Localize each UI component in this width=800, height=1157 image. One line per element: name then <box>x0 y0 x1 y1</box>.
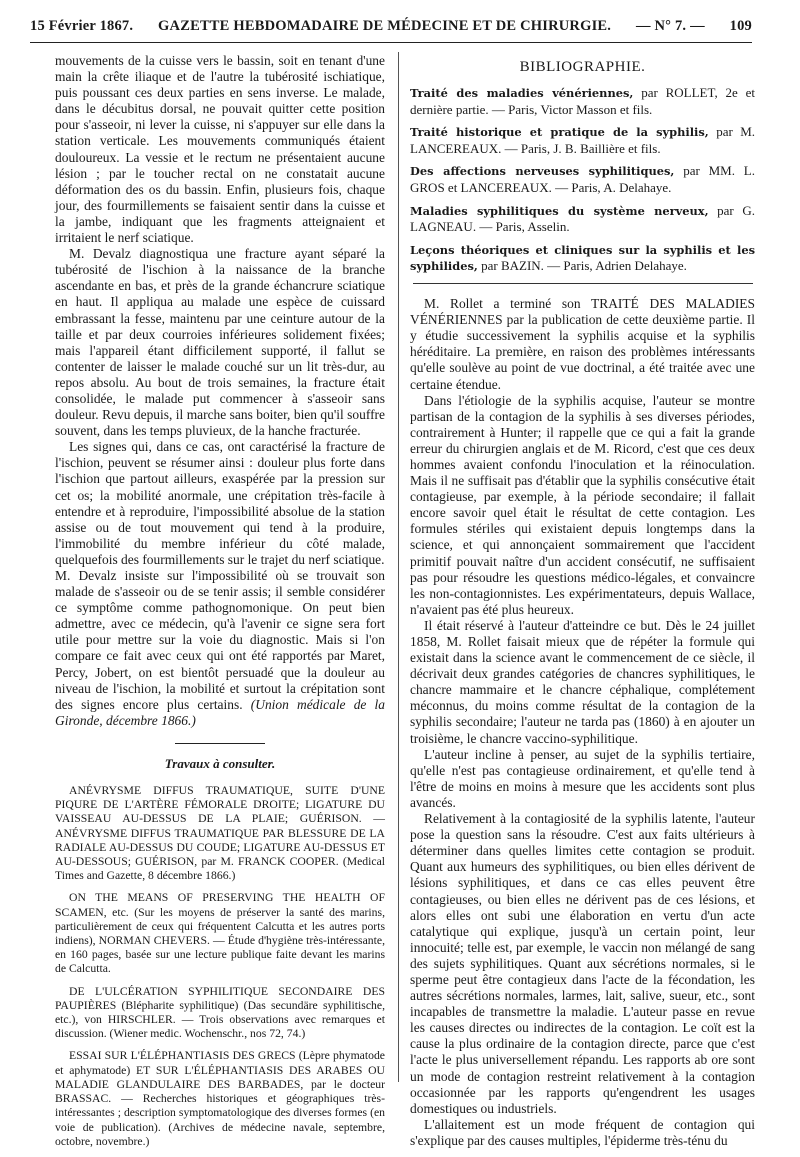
paragraph: mouvements de la cuisse vers le bassin, soit en tenant d'une main la crête iliaque et de l'autre la tubérosité ischiatique, puis poussant ces deux parties en sens inverse. Le malade, dans le décubitus dorsal, ne pouvait quitter cette position pour s'asseoir, ni lever la cuisse, ni s'appuyer sur elle dans la station verticale. Les mouvements communiqués étaient douloureux. La vessie et le rectum ne présentaient aucune lésion ; par le toucher rectal on ne constatait aucune déformation des os du bassin. Enfin, plusieurs fois, chaque jour, des fourmillements se faisaient sentir dans la cuisse et la jambe, indiquant que les fragments atteignaient et irritaient le nerf sciatique. <box>55 53 385 246</box>
header-rule <box>30 42 752 43</box>
bib-entry: Maladies syphilitiques du système nerveux, par G. LAGNEAU. — Paris, Asselin. <box>410 202 755 235</box>
paragraph: L'auteur incline à penser, au sujet de la syphilis tertiaire, qu'elle n'est pas contagieuse ordinairement, et qu'elle tend à l'être de moins en moins à mesure que les accidents sont plus avancés. <box>410 746 755 810</box>
paragraph: Les signes qui, dans ce cas, ont caractérisé la fracture de l'ischion, peuvent se résumer ainsi : douleur plus forte dans l'ischion que partout ailleurs, exaspérée par la pression sur cet os; la mobilité anormale, une crépitation très-facile à entendre et à reproduire, l'impossibilité absolue de la station assise ou de tout mouvement qui tend à la produire, l'immobilité du membre inférieur du côté malade, quelquefois des fourmillements sur le trajet du nerf sciatique. <box>55 439 385 567</box>
source-citation: (Union médicale de la Gironde, décembre 1866.) <box>55 696 386 728</box>
consult-item: ON THE MEANS OF PRESERVING THE HEALTH OF SCAMEN, etc. (Sur les moyens de préserver la santé des marins, particulièrement de ceux qui fréquentent Calcutta et les autres ports indiens), NORMAN CHEVERS. — Étude d'hygiène très-intéressante, en 160 pages, basée sur une lecture publique faite devant les marins de Calcutta. <box>55 891 385 976</box>
left-column <box>55 53 385 1157</box>
consult-item: ESSAI SUR L'ÉLÉPHANTIASIS DES GRECS (Lèpre phymatode et aphymatode) ET SUR L'ÉLÉPHANTIASIS DES ARABES OU MALADIE GLANDULAIRE DES BARBADES, par le docteur BRASSAC. — Recherches historiques et géographiques très-intéressantes ; description symptomatologique des diverses formes (en voie de publication). (Archives de médecine navale, septembre, octobre, novembre.) <box>55 1049 385 1148</box>
paragraph: Relativement à la contagiosité de la syphilis latente, l'auteur pose la question sans la résoudre. C'est aux faits ultérieurs à déterminer dans quelles limites cette contagion se produit. Quant aux humeurs des syphilitiques, ou bien elles dérivent de lésions syphilitiques, et dans ce cas elles peuvent être contagieuses, ou bien elles ne dérivent pas de ces lésions, et alors elles ont subi une élaboration en vertu d'un acte catalytique qui explique, jusqu'à un certain point, leur innocuité; telle est, par exemple, le vaccin non mélangé de sang des sujets syphilitiques. Quant aux sécrétions normales, si le sperme peut être contagieux dans l'acte de la fécondation, les autres sécrétions normales, larmes, lait, salive, sueur, etc., sont incapables de transmettre la maladie. L'auteur passe en revue les causes directes ou indirectes de la contagion. Le coït est la cause la plus ordinaire de la contagion directe, parce que c'est l'acte le plus universellement répandu. Les rapports ab ore sont un mode de contagion restreint relativement à la contagion occasionnée par les rapports qu'engendrent les usages domestiques ou industriels. <box>410 811 755 1116</box>
bib-entry: Traité des maladies vénériennes, par ROLLET, 2e et dernière partie. — Paris, Victor Masson et fils. <box>410 85 756 117</box>
bib-entry: Des affections nerveuses syphilitiques, par MM. L. GROS et LANCEREAUX. — Paris, A. Delahaye. <box>410 163 755 196</box>
paragraph: Dans l'étiologie de la syphilis acquise, l'auteur se montre partisan de la contagion de la syphilis à ses diverses périodes, contrairement à Hunter; il rappelle que ce qui a fait la grande erreur du chirurgien anglais et de M. Ricord, c'est que ces deux hommes avaient confondu l'inoculation et la réinoculation. Mais il ne suffisait pas d'établir que la syphilis consécutive était contagieuse, par exemple, à la période secondaire; il fallait encore savoir quel était le résultat de cette contagion. Les formules stériles qui existaient depuis longtemps dans la science, et qui annonçaient sommairement que l'accident primitif pouvait naître d'un accident consécutif, ne suffisaient pas pour résoudre les questions médico-légales, et convaincre les non-contagionnistes. Les expérimentateurs, depuis Wallace, n'avaient pas été plus heureux. <box>410 392 755 617</box>
issue-number: — N° 7. — <box>635 18 705 34</box>
paragraph: L'allaitement est un mode fréquent de contagion qui s'explique par des causes multiples, l'épiderme très-ténu du <box>410 1116 755 1148</box>
right-column <box>410 53 755 1149</box>
journal-title: GAZETTE HEBDOMADAIRE DE MÉDECINE ET DE CHIRURGIE. <box>158 18 612 34</box>
bib-entry: Traité historique et pratique de la syphilis, par M. LANCEREAUX. — Paris, J. B. Baillière et fils. <box>410 124 755 156</box>
issue-date: 15 Février 1867. <box>30 18 134 34</box>
consult-item: DE L'ULCÉRATION SYPHILITIQUE SECONDAIRE DES PAUPIÈRES (Blépharite syphilitique) (Das secundäre syphilitische, etc.), von HIRSCHLER. — Trois observations avec remarques et discussion. (Wiener medic. Wochenschr., nos 72, 74.) <box>55 984 385 1041</box>
bibliography-title: BIBLIOGRAPHIE. <box>519 59 646 75</box>
bibliography-rule <box>413 283 753 284</box>
paragraph: M. Rollet a terminé son TRAITÉ DES MALADIES VÉNÉRIENNES par la publication de cette deuxième partie. Il y étudie successivement la syphilis acquise et la syphilis héréditaire. La première, en raison des problèmes intéressants qu'elle soulève au point de vue doctrinal, a été traitée avec une certaine étendue. <box>410 296 755 392</box>
section-title: Travaux à consulter. <box>164 755 276 771</box>
consult-item: ANÉVRYSME DIFFUS TRAUMATIQUE, SUITE D'UNE PIQURE DE L'ARTÈRE FÉMORALE DROITE; LIGATURE DU VAISSEAU AU-DESSUS DE LA PLAIE; GUÉRISON. — ANÉVRYSME DIFFUS TRAUMATIQUE PAR BLESSURE DE LA RADIALE AU-DESSUS DU COUDE; LIGATURE AU-DESSUS ET AU-DESSOUS; GUÉRISON, par M. FRANCK COOPER. (Medical Times and Gazette, 8 décembre 1866.) <box>55 784 385 883</box>
paragraph: M. Devalz insiste sur l'impossibilité où se trouvait son malade de s'asseoir ou de se tenir assis; il semble considérer ce symptôme comme pathognomonique. On peut bien admettre, avec ce médecin, qu'à l'avenir ce signe sera fort utile pour mettre sur la voie du diagnostic. Mais si l'on compare ce fait avec ceux qui ont été rapportés par Maret, Percy, Jobert, on est bientôt persuadé que la douleur au niveau de l'ischion, la mobilité et surtout la crépitation sont des signes encore plus certains. (Union médicale de la Gironde, décembre 1866.) <box>55 568 386 728</box>
paragraph: Il était réservé à l'auteur d'atteindre ce but. Dès le 24 juillet 1858, M. Rollet faisait mieux que de répéter la formule qui existait dans la science avant le commencement de ce siècle, il décrivait deux grandes catégories de chancres syphilitiques, le chancre mammaire et le chancre céphalique, complétement méconnus, du moins comme résultat de la contagion de la syphilis secondaire; l'auteur ne tarda pas (1860) à en ajouter un troisième, le chancre vaccino-syphilitique. <box>410 617 755 746</box>
column-divider <box>398 52 399 1082</box>
paragraph: M. Devalz diagnostiqua une fracture ayant séparé la tubérosité de l'ischion à la naissance de la branche ascendante en bas, et près de la grande échancrure sciatique en haut. Il appliqua au malade une espèce de cuissard embrassant la fesse, maintenu par une ceinture autour de la taille et par deux courroies inférieures solidement fixées; mais l'appareil étant difficilement supporté, il fallut se contenter de laisser le malade couché sur un lit très-dur, au repos absolu. Au bout de trois semaines, la fracture était consolidée, le malade put commencer à s'asseoir sans douleur. Revu depuis, il marche sans boiter, bien qu'il souffre souvent, dans les temps pluvieux, de la hanche fracturée. <box>55 246 385 439</box>
page-header <box>30 18 752 40</box>
bib-entry: Leçons théoriques et cliniques sur la syphilis et les syphilides, par BAZIN. — Paris, Adrien Delahaye. <box>410 242 755 274</box>
section-divider <box>175 743 265 744</box>
page-number: 109 <box>729 18 752 34</box>
